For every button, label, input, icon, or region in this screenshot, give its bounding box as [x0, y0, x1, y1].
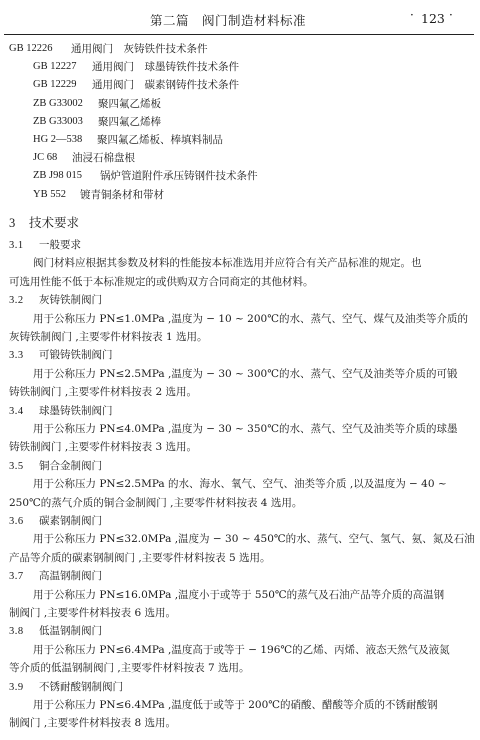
- subsection-paragraph: [0, 310, 480, 347]
- reference-item: [0, 113, 480, 131]
- subsection-title: 铜合金制阀门: [39, 459, 102, 472]
- subsection-number: 3.3: [9, 350, 24, 362]
- paragraph-line: 产品等介质的碳素钢制阀门 ,主要零件材料按表 5 选用。: [9, 551, 271, 564]
- reference-code: JC 68: [33, 152, 58, 164]
- reference-code: HG 2—538: [33, 133, 83, 145]
- reference-code: ZB G33003: [33, 115, 83, 127]
- subsection-number: 3.9: [9, 681, 24, 693]
- paragraph-line: 铸铁制阀门 ,主要零件材料按表 2 选用。: [9, 386, 198, 399]
- subsection-number: 3.7: [9, 571, 24, 583]
- paragraph-line: 用于公称压力 PN≤6.4MPa ,温度低于或等于 200℃的硝酸、醋酸等介质的不锈耐酸钢: [33, 699, 438, 712]
- subsection-paragraph: [0, 254, 480, 291]
- reference-item: [0, 186, 480, 204]
- subsection-number: 3.4: [9, 405, 24, 417]
- page-number: 123: [421, 11, 445, 26]
- subsection-number: 3.2: [9, 295, 24, 307]
- subsection-number: 3.5: [9, 460, 24, 472]
- reference-code: GB 12229: [33, 79, 77, 91]
- reference-title: 聚四氟乙烯棒: [98, 115, 161, 128]
- reference-title: 锅炉管道附件承压铸钢件技术条件: [100, 170, 258, 183]
- paragraph-line: 制阀门 ,主要零件材料按表 6 选用。: [9, 607, 177, 620]
- reference-standards-list: [0, 40, 480, 204]
- paragraph-line: 等介质的低温钢制阀门 ,主要零件材料按表 7 选用。: [9, 662, 250, 675]
- running-header: [0, 0, 480, 30]
- subsection-heading: [0, 236, 480, 254]
- reference-item: [0, 149, 480, 167]
- subsection-title: 不锈耐酸钢制阀门: [39, 680, 123, 693]
- paragraph-line: 用于公称压力 PN≤4.0MPa ,温度为 − 30 ~ 350℃的水、蒸气、空气及油类等介质的球墨: [33, 423, 458, 435]
- subsection-paragraph: [0, 641, 480, 678]
- subsection-title: 灰铸铁制阀门: [39, 294, 102, 307]
- reference-item: [0, 76, 480, 94]
- reference-item: [0, 95, 480, 113]
- subsection-paragraph: [0, 475, 480, 512]
- reference-title: 通用阀门 碳素钢铸件技术条件: [92, 79, 239, 92]
- reference-item: [0, 58, 480, 76]
- reference-title: 聚四氟乙烯板: [98, 97, 161, 110]
- paragraph-line: 用于公称压力 PN≤32.0MPa ,温度为 − 30 ~ 450℃的水、蒸气、空气、氢气、氨、氮及石油: [33, 533, 475, 546]
- subsection-number: 3.1: [9, 240, 24, 251]
- paragraph-line: 铸铁制阀门 ,主要零件材料按表 3 选用。: [9, 441, 198, 454]
- page-number-dot-left: ·: [410, 8, 414, 22]
- paragraph-line: 用于公称压力 PN≤16.0MPa ,温度小于或等于 550℃的蒸气及石油产品等介质的高温钢: [33, 588, 445, 601]
- section-title: 技术要求: [29, 215, 80, 230]
- subsection-number: 3.6: [9, 516, 24, 528]
- subsection-paragraph: [0, 586, 480, 623]
- subsection-title: 一般要求: [39, 239, 81, 251]
- reference-code: ZB G33002: [33, 97, 83, 109]
- paragraph-line: 阀门材料应根据其参数及材料的性能按本标准选用并应符合有关产品标准的规定。也: [33, 257, 422, 270]
- subsection-heading: [0, 567, 480, 585]
- subsection-title: 低温钢制阀门: [39, 625, 102, 638]
- paragraph-line: 制阀门 ,主要零件材料按表 8 选用。: [9, 717, 177, 730]
- subsection-heading: [0, 678, 480, 696]
- reference-item: [0, 131, 480, 149]
- header-rule: [4, 34, 474, 35]
- subsection-heading: [0, 346, 480, 364]
- section-number: 3: [9, 216, 16, 230]
- subsection-heading: [0, 512, 480, 530]
- subsection-title: 碳素钢制阀门: [39, 515, 102, 528]
- section-body: [0, 236, 480, 733]
- subsection-heading: [0, 291, 480, 309]
- subsection-heading: [0, 457, 480, 475]
- subsection-paragraph: [0, 530, 480, 567]
- page-number-dot-right: ·: [449, 8, 453, 22]
- subsection-title: 可锻铸铁制阀门: [39, 349, 113, 362]
- reference-item: [0, 167, 480, 185]
- paragraph-line: 用于公称压力 PN≤2.5MPa ,温度为 − 30 ~ 300℃的水、蒸气、空气及油类等介质的可锻: [33, 367, 458, 380]
- reference-title: 油浸石棉盘根: [72, 152, 135, 165]
- subsection-title: 球墨铸铁制阀门: [39, 404, 113, 417]
- subsection-paragraph: [0, 696, 480, 733]
- reference-code: ZB J98 015: [33, 170, 83, 182]
- paragraph-line: 灰铸铁制阀门 ,主要零件材料按表 1 选用。: [9, 331, 208, 343]
- paragraph-line: 用于公称压力 PN≤1.0MPa ,温度为 − 10 ~ 200℃的水、蒸气、空气、煤气及油类等介质的: [33, 312, 468, 325]
- reference-item: [0, 40, 480, 58]
- reference-title: 通用阀门 灰铸铁件技术条件: [71, 43, 208, 55]
- reference-title: 镀青铜条材和带材: [80, 188, 164, 201]
- paragraph-line: 250℃的蒸气介质的铜合金制阀门 ,主要零件材料按表 4 选用。: [9, 496, 303, 509]
- chapter-title: 第二篇 阀门制造材料标准: [150, 13, 307, 28]
- subsection-paragraph: [0, 420, 480, 457]
- reference-code: GB 12227: [33, 61, 77, 73]
- subsection-number: 3.8: [9, 626, 24, 638]
- reference-code: YB 552: [33, 188, 66, 200]
- subsection-heading: [0, 402, 480, 420]
- subsection-title: 高温钢制阀门: [39, 570, 102, 583]
- reference-code: GB 12226: [9, 43, 53, 54]
- section-heading: [9, 213, 79, 231]
- paragraph-line: 可选用性能不低于本标准规定的或供购双方合同商定的其他材料。: [9, 275, 314, 288]
- paragraph-line: 用于公称压力 PN≤2.5MPa 的水、海水、氧气、空气、油类等介质 ,以及温度为 − 40 ~: [33, 478, 447, 491]
- reference-title: 聚四氟乙烯板、棒填料制品: [97, 133, 223, 146]
- subsection-paragraph: [0, 365, 480, 402]
- subsection-heading: [0, 622, 480, 640]
- paragraph-line: 用于公称压力 PN≤6.4MPa ,温度高于或等于 − 196℃的乙烯、丙烯、液态天然气及液氮: [33, 643, 450, 656]
- reference-title: 通用阀门 球墨铸铁件技术条件: [92, 61, 239, 74]
